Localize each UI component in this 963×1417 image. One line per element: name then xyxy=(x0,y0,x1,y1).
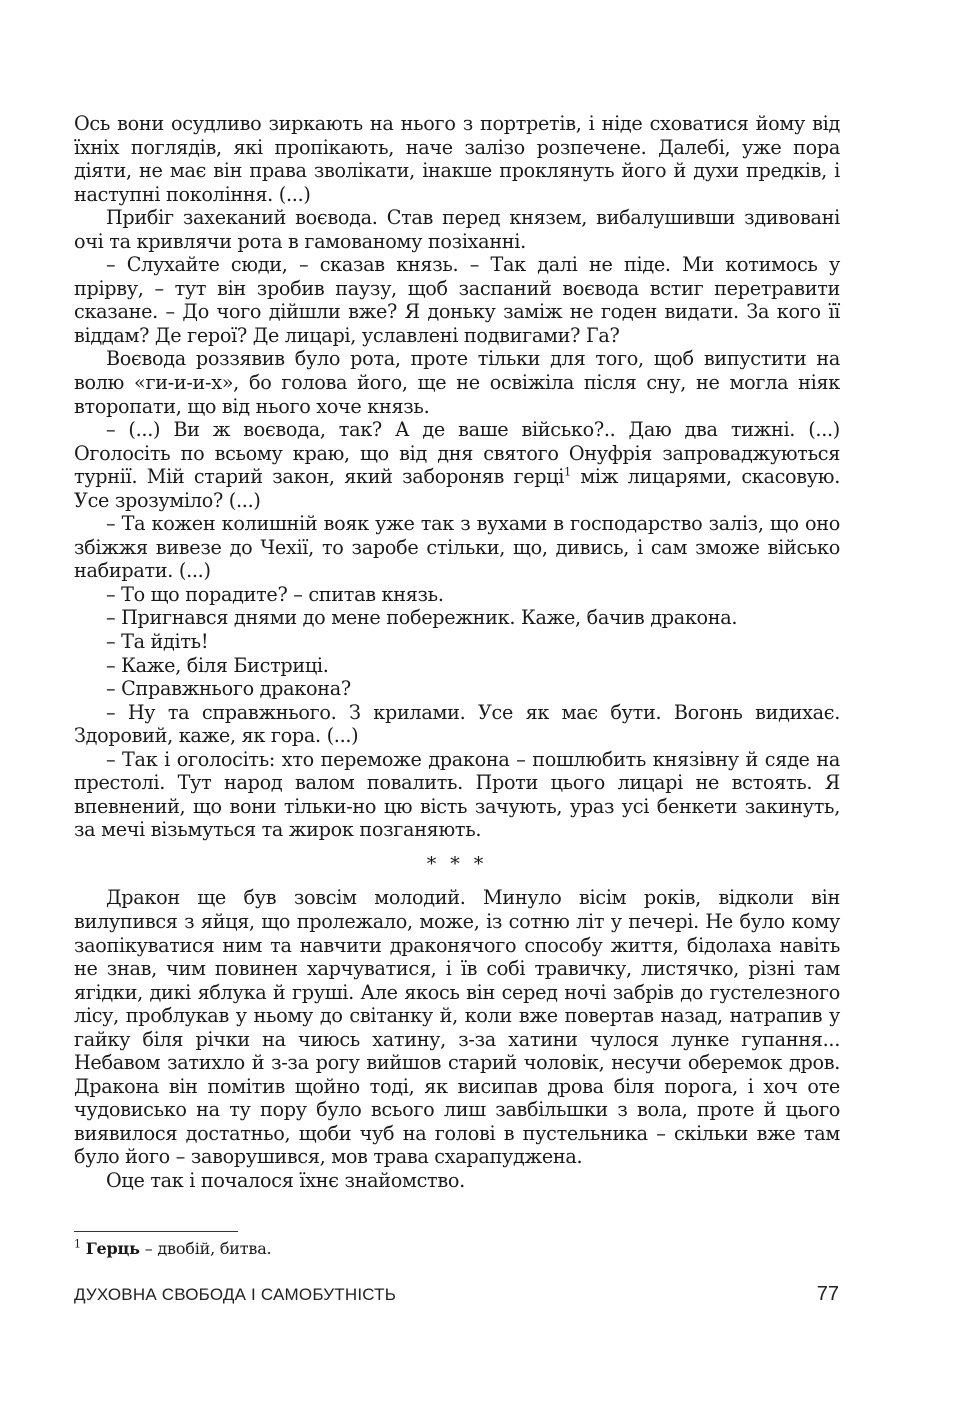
paragraph: Прибіг захеканий воєвода. Став перед князем, вибалушивши здивовані очі та кривлячи рота в гамованому позіханні. xyxy=(74,206,840,253)
paragraph xyxy=(74,418,840,512)
section-divider: * * * xyxy=(426,852,488,875)
footnote-definition: – двобій, битва. xyxy=(139,1239,272,1258)
paragraph: – Пригнався днями до мене побережник. Каже, бачив дракона. xyxy=(106,606,738,630)
page-body xyxy=(74,112,840,1193)
section-title: ДУХОВНА СВОБОДА І САМОБУТНІСТЬ xyxy=(74,1285,397,1304)
paragraph: – Ну та справжнього. З крилами. Усе як має бути. Вогонь видихає. Здоровий, каже, як гора. (...) xyxy=(74,700,840,748)
paragraph-text: – (...) Ви ж воєвода, так? А де ваше військо?.. Даю два тижні. (...) Оголосіть по всьому краю, що від дня святого Онуфрія запроваджуються турнії. Мій старий закон, який забороняв герці xyxy=(74,418,840,489)
paragraph: Оце так і почалося їхнє знайомство. xyxy=(106,1169,465,1193)
paragraph: – То що порадите? – спитав князь. xyxy=(106,582,444,606)
paragraph: Ось вони осудливо зиркають на нього з портретів, і ніде сховатися йому від їхніх поглядів, які пропікають, наче залізо розпечене. Далебі, уже пора діяти, не має він права зволікати, інакше проклянуть його й духи предків, і наступні покоління. (...) xyxy=(74,112,840,206)
footnote-marker: 1 xyxy=(74,1237,81,1251)
paragraph: – Та йдіть! xyxy=(106,630,209,654)
footnote-divider xyxy=(74,1231,238,1232)
page-number: 77 xyxy=(816,1283,839,1305)
paragraph-text: між лицарями, скасовую. Усе зрозуміло? (...) xyxy=(74,465,840,512)
paragraph: Дракон ще був зовсім молодий. Минуло вісім років, відколи він вилупився з яйця, що пролежало, може, із сотню літ у печері. Не було кому заопікуватися ним та навчити драконячого способу життя, бідолаха навіть не знав, чим повинен харчуватися, і їв собі травичку, листячко, різні там ягідки, дикі яблука й груші. Але якось він серед ночі забрів до густелезного лісу, проблукав у ньому до світанку й, коли вже повертав назад, натрапив у гайку біля річки на чиюсь хатину, з-за хатини чулося лунке гупання... Небавом затихло й з-за рогу вийшов старий чоловік, несучи оберемок дров. Дракона він помітив щойно тоді, як висипав дрова біля порога, і хоч оте чудовисько на ту пору було всього лиш завбільшки з вола, проте й цього виявилося достатньо, щоби чуб на голові в пустельника – скільки вже там було його – заворушився, мов трава схарапуджена. xyxy=(74,886,840,1169)
paragraph: – Справжнього дракона? xyxy=(106,677,351,701)
footnote xyxy=(74,1238,271,1260)
paragraph: – Слухайте сюди, – сказав князь. – Так далі не піде. Ми котимось у прірву, – тут він зробив паузу, щоб заспаний воєвода встиг перетравити сказане. – До чого дійшли вже? Я доньку заміж не годен видати. За кого її віддам? Де герої? Де лицарі, уславлені подвигами? Га? xyxy=(74,253,840,347)
paragraph: – Та кожен колишній вояк уже так з вухами в господарство заліз, що оно збіжжя вивезе до Чехії, то заробе стільки, що, дивись, і сам зможе військо набирати. (...) xyxy=(74,512,840,583)
paragraph: – Каже, біля Бистриці. xyxy=(106,653,329,677)
footnote-term: Герць xyxy=(85,1239,140,1258)
paragraph: – Так і оголосіть: хто переможе дракона – пошлюбить князівну й сяде на престолі. Тут народ валом повалить. Проти цього лицарі не встоять. Я впевнений, що вони тільки-но цю вість зачують, ураз усі бенкети закинуть, за мечі візьмуться та жирок позганяють. xyxy=(74,747,840,842)
footnote-reference: 1 xyxy=(564,465,571,479)
paragraph: Воєвода роззявив було рота, проте тільки для того, щоб випустити на волю «ги-и-и-х», бо голова його, ще не освіжіла після сну, не могла ніяк второпати, що від нього хоче князь. xyxy=(74,347,840,418)
